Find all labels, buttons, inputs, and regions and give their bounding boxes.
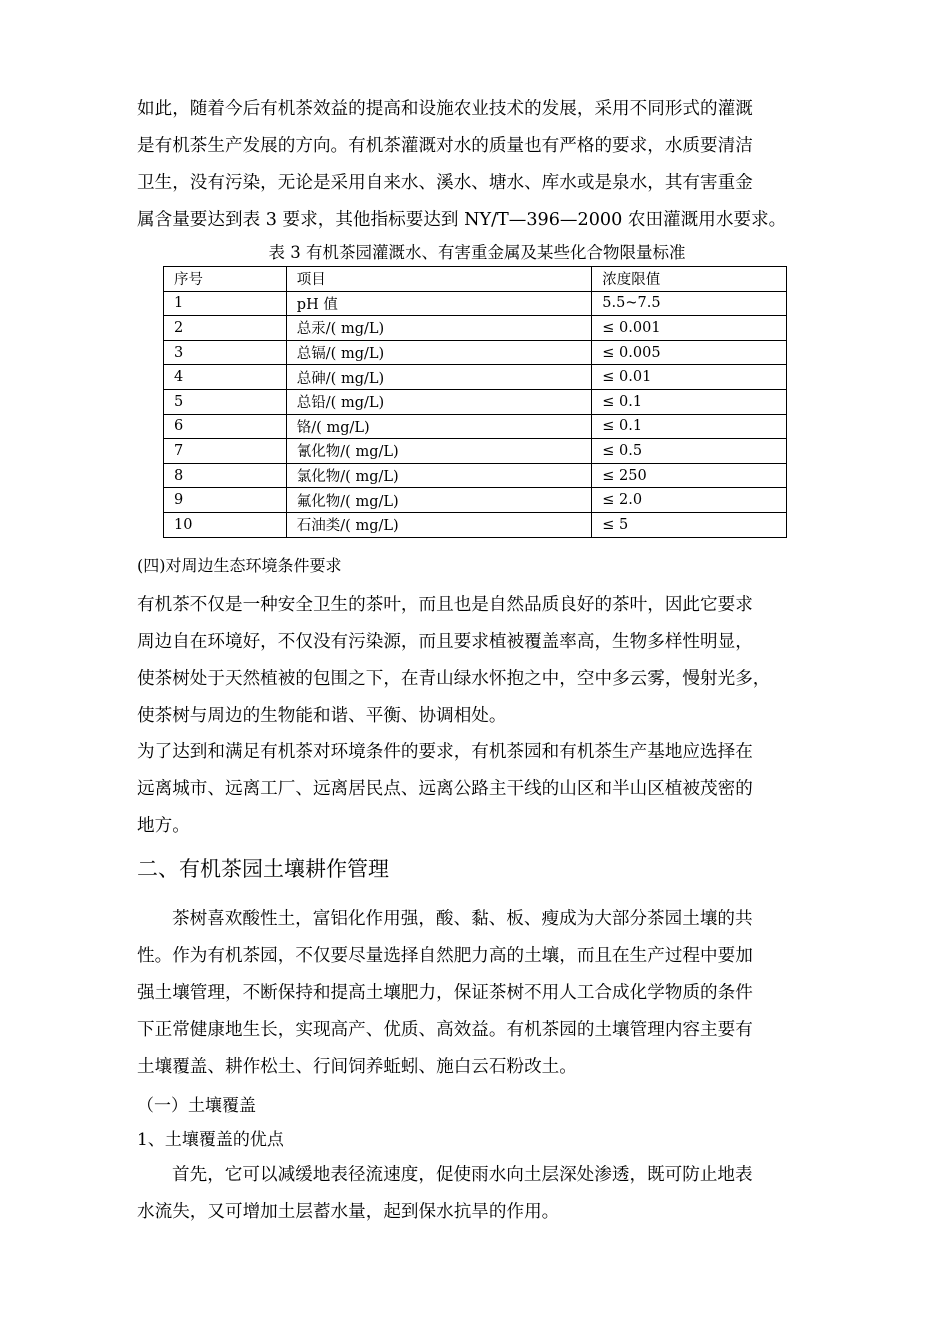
chapter2-paragraph-2	[137, 1157, 817, 1231]
table-row	[164, 340, 787, 365]
cell-index: 4	[164, 365, 287, 390]
table-row	[164, 512, 787, 537]
cell-item: 氟化物/( mg/L)	[286, 488, 592, 513]
cell-index: 6	[164, 414, 287, 439]
cell-item: 铬/( mg/L)	[286, 414, 592, 439]
cell-item: 氯化物/( mg/L)	[286, 463, 592, 488]
subsection-title: （一）土壤覆盖	[137, 1096, 256, 1116]
section4-paragraph-1	[137, 587, 817, 735]
chapter-heading: 二、有机茶园土壤耕作管理	[137, 857, 389, 881]
subsection-subtitle: 1、土壤覆盖的优点	[137, 1130, 284, 1150]
cell-limit: ≤ 250	[592, 463, 787, 488]
cell-item: 总铅/( mg/L)	[286, 389, 592, 414]
header-limit: 浓度限值	[592, 267, 787, 292]
cell-index: 7	[164, 439, 287, 464]
table-caption: 表 3 有机茶园灌溉水、有害重金属及某些化合物限量标准	[268, 243, 686, 262]
intro-line: 属含量要达到表 3 要求，其他指标要达到 NY/T—396—2000 农田灌溉用水要求。	[137, 210, 787, 230]
chapter2-paragraph	[137, 901, 817, 1086]
table-header-row	[164, 267, 787, 292]
text-line: 有机茶不仅是一种安全卫生的茶叶，而且也是自然品质良好的茶叶，因此它要求	[137, 595, 753, 615]
text-line: 周边自在环境好，不仅没有污染源，而且要求植被覆盖率高，生物多样性明显，	[137, 632, 753, 652]
cell-limit: ≤ 0.5	[592, 439, 787, 464]
cell-limit: ≤ 5	[592, 512, 787, 537]
table-row	[164, 439, 787, 464]
table-row	[164, 365, 787, 390]
text-line: 使茶树与周边的生物能和谐、平衡、协调相处。	[137, 706, 507, 726]
table-row	[164, 389, 787, 414]
cell-item: 氰化物/( mg/L)	[286, 439, 592, 464]
header-item: 项目	[286, 267, 592, 292]
cell-index: 1	[164, 291, 287, 316]
cell-limit: ≤ 0.005	[592, 340, 787, 365]
cell-index: 8	[164, 463, 287, 488]
intro-paragraph	[137, 91, 817, 239]
cell-index: 3	[164, 340, 287, 365]
table-row	[164, 414, 787, 439]
cell-index: 9	[164, 488, 287, 513]
section4-paragraph-2	[137, 734, 817, 845]
cell-item: 石油类/( mg/L)	[286, 512, 592, 537]
cell-limit: 5.5~7.5	[592, 291, 787, 316]
cell-limit: ≤ 0.1	[592, 414, 787, 439]
text-line: 首先，它可以减缓地表径流速度，促使雨水向土层深处渗透，既可防止地表	[172, 1165, 753, 1185]
cell-limit: ≤ 2.0	[592, 488, 787, 513]
table-row	[164, 291, 787, 316]
cell-item: 总汞/( mg/L)	[286, 316, 592, 341]
text-line: 使茶树处于天然植被的包围之下，在青山绿水怀抱之中，空中多云雾，慢射光多，	[137, 669, 771, 689]
text-line: 土壤覆盖、耕作松土、行间饲养蚯蚓、施白云石粉改土。	[137, 1057, 577, 1077]
text-line: 远离城市、远离工厂、远离居民点、远离公路主干线的山区和半山区植被茂密的	[137, 779, 753, 799]
cell-limit: ≤ 0.001	[592, 316, 787, 341]
text-line: 下正常健康地生长，实现高产、优质、高效益。有机茶园的土壤管理内容主要有	[137, 1020, 753, 1040]
cell-index: 5	[164, 389, 287, 414]
cell-index: 2	[164, 316, 287, 341]
text-line: 为了达到和满足有机茶对环境条件的要求，有机茶园和有机茶生产基地应选择在	[137, 742, 753, 762]
cell-index: 10	[164, 512, 287, 537]
text-line: 水流失，又可增加土层蓄水量，起到保水抗旱的作用。	[137, 1202, 560, 1222]
cell-item: 总镉/( mg/L)	[286, 340, 592, 365]
cell-item: 总砷/( mg/L)	[286, 365, 592, 390]
section4-title: (四)对周边生态环境条件要求	[137, 556, 342, 575]
header-index: 序号	[164, 267, 287, 292]
text-line: 地方。	[137, 816, 190, 836]
intro-line: 卫生，没有污染，无论是采用自来水、溪水、塘水、库水或是泉水，其有害重金	[137, 173, 753, 193]
text-line: 茶树喜欢酸性土，富铝化作用强，酸、黏、板、瘦成为大部分茶园土壤的共	[172, 909, 753, 929]
table-row	[164, 316, 787, 341]
text-line: 性。作为有机茶园，不仅要尽量选择自然肥力高的土壤，而且在生产过程中要加	[137, 946, 753, 966]
cell-limit: ≤ 0.01	[592, 365, 787, 390]
intro-line: 如此，随着今后有机茶效益的提高和设施农业技术的发展，采用不同形式的灌溉	[137, 99, 753, 119]
intro-line: 是有机茶生产发展的方向。有机茶灌溉对水的质量也有严格的要求，水质要清洁	[137, 136, 753, 156]
limits-table	[163, 266, 787, 538]
table-row	[164, 463, 787, 488]
table-row	[164, 488, 787, 513]
text-line: 强土壤管理，不断保持和提高土壤肥力，保证茶树不用人工合成化学物质的条件	[137, 983, 753, 1003]
cell-item: pH 值	[286, 291, 592, 316]
cell-limit: ≤ 0.1	[592, 389, 787, 414]
